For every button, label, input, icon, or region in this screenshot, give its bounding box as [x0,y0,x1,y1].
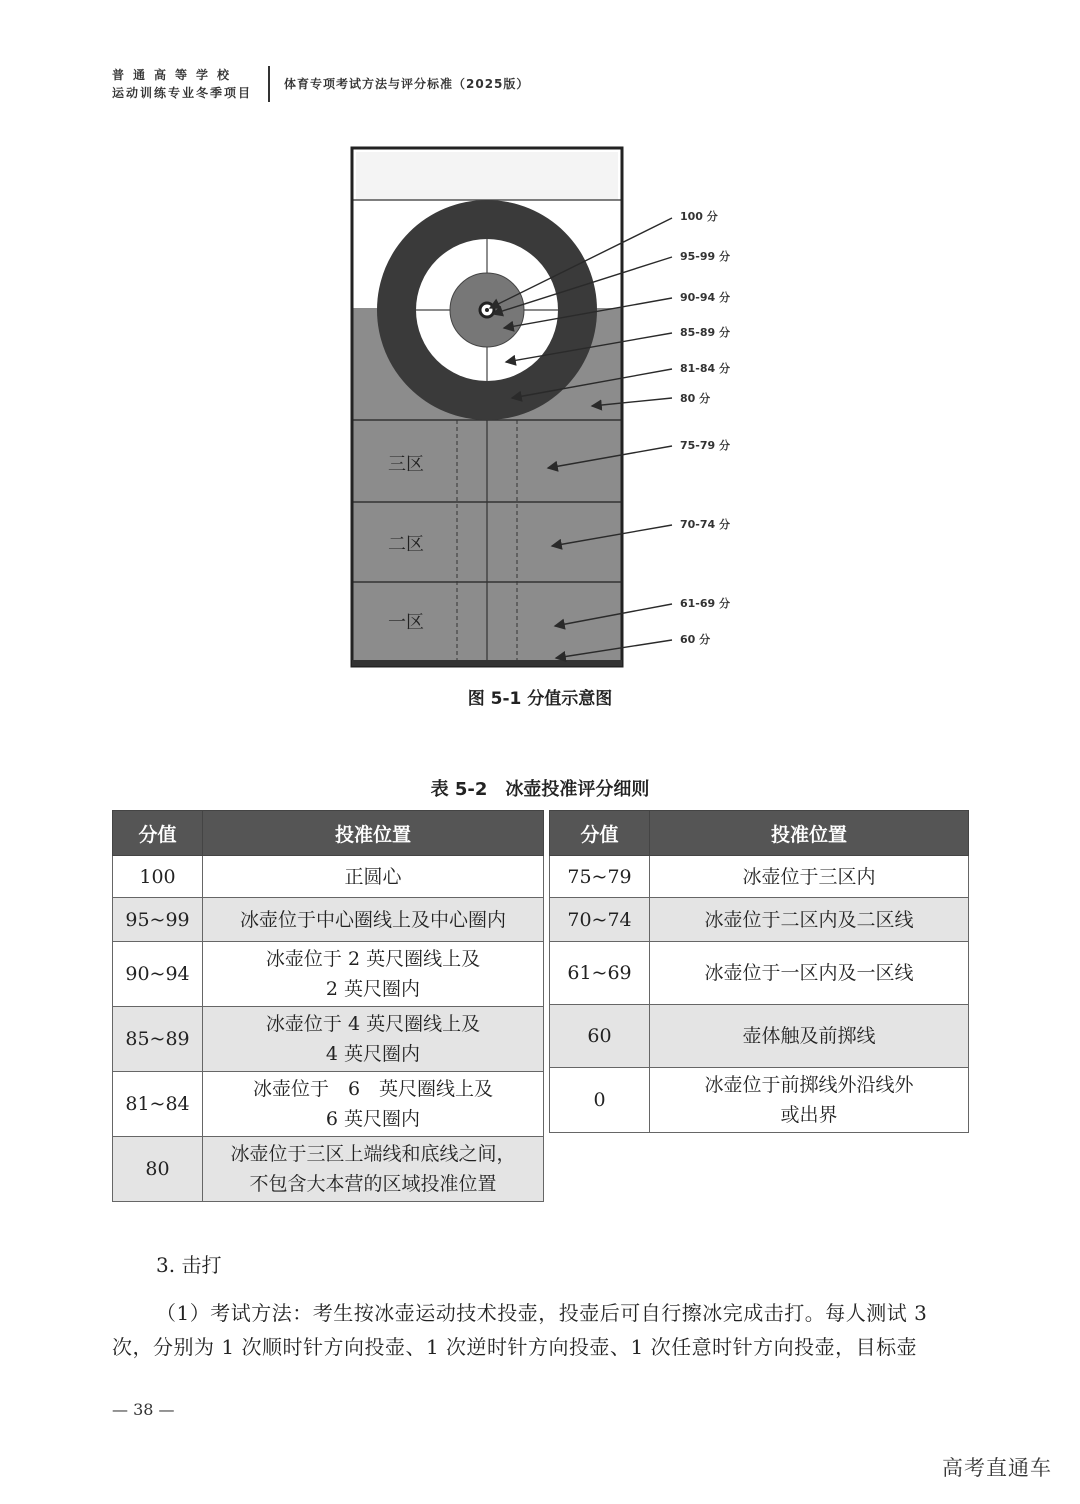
position-cell [203,1007,544,1072]
score-cell: 75~79 [550,856,650,898]
position-line-1: 冰壶位于三区上端线和底线之间， [230,1143,516,1165]
position-line-1: 冰壶位于 2 英尺圈线上及 [265,948,481,970]
body-paragraph: （1）考试方法：考生按冰壶运动技术投壶，投壶后可自行擦冰完成击打。每人测试 3 次，分别为 1 次顺时针方向投壶、1 次逆时针方向投壶、1 次任意时针方向投壶，目标壶 [112,1301,928,1359]
running-header-left [112,66,260,102]
label-85-89: 85-89 分 [680,326,731,339]
position-cell [203,942,544,1007]
header-book-title: 体育专项考试方法与评分标准（2025版） [284,77,530,91]
score-cell: 60 [550,1005,650,1068]
figure-caption: 图 5-1 分值示意图 [467,689,613,709]
score-cell: 61~69 [550,942,650,1005]
section-title: 3. 击打 [156,1253,222,1277]
position-cell [203,1137,544,1202]
position-line-2: 2 英尺圈内 [325,978,421,1000]
zone1-label: 一区 [388,612,424,633]
position-cell: 冰壶位于二区内及二区线 [650,898,969,942]
label-60: 60 分 [680,633,711,646]
position-cell: 正圆心 [203,856,544,898]
position-line-2: 或出界 [780,1104,838,1126]
curling-sheet-svg [300,140,760,680]
score-cell: 95~99 [113,898,203,942]
label-70-74: 70-74 分 [680,518,731,531]
table-row [113,1137,544,1202]
table-header-row [113,811,544,856]
header-program: 运动训练专业冬季项目 [112,86,253,100]
position-line-2: 4 英尺圈内 [325,1043,421,1065]
position-cell [203,1072,544,1137]
sheet-top-band [356,152,618,200]
position-cell [650,1068,969,1133]
score-cell: 90~94 [113,942,203,1007]
score-cell: 100 [113,856,203,898]
position-cell: 壶体触及前掷线 [650,1005,969,1068]
label-75-79: 75-79 分 [680,439,731,452]
table-row [550,1068,969,1133]
col-header-position: 投准位置 [203,811,544,856]
header-school: 普通高等学校 [112,68,239,82]
score-table-left [112,810,544,1202]
table-row [550,942,969,1005]
position-cell: 冰壶位于中心圈线上及中心圈内 [203,898,544,942]
hog-line-bar [352,660,622,666]
table-row [113,898,544,942]
score-cell: 81~84 [113,1072,203,1137]
score-diagram [300,140,760,680]
table-row [550,856,969,898]
position-line-2: 6 英尺圈内 [325,1108,421,1130]
table-title: 表 5-2 冰壶投准评分细则 [430,779,650,800]
position-line-1: 冰壶位于 4 英尺圈线上及 [265,1013,481,1035]
score-cell: 80 [113,1137,203,1202]
label-61-69: 61-69 分 [680,597,731,610]
label-81-84: 81-84 分 [680,362,731,375]
position-line-1: 冰壶位于 6 英尺圈线上及 [252,1078,494,1100]
label-100: 100 分 [680,210,718,223]
table-row [550,898,969,942]
table-row [113,1007,544,1072]
table-row [113,856,544,898]
position-cell: 冰壶位于三区内 [650,856,969,898]
header-divider [268,66,270,102]
col-header-position: 投准位置 [650,811,969,856]
label-80: 80 分 [680,392,711,405]
col-header-score: 分值 [113,811,203,856]
position-line-1: 冰壶位于前掷线外沿线外 [704,1074,914,1096]
score-table-right [549,810,969,1133]
watermark: 高考直通车 [942,1456,1052,1480]
table-header-row [550,811,969,856]
table-row [113,1072,544,1137]
zone2-label: 二区 [388,534,424,555]
house-button-center [485,308,489,312]
page-number: — 38 — [112,1400,175,1419]
zone3-label: 三区 [388,454,424,475]
score-cell: 85~89 [113,1007,203,1072]
position-line-2: 不包含大本营的区域投准位置 [249,1173,497,1195]
score-cell: 0 [550,1068,650,1133]
col-header-score: 分值 [550,811,650,856]
label-95-99: 95-99 分 [680,250,731,263]
table-row [113,942,544,1007]
score-cell: 70~74 [550,898,650,942]
table-row [550,1005,969,1068]
label-90-94: 90-94 分 [680,291,731,304]
position-cell: 冰壶位于一区内及一区线 [650,942,969,1005]
